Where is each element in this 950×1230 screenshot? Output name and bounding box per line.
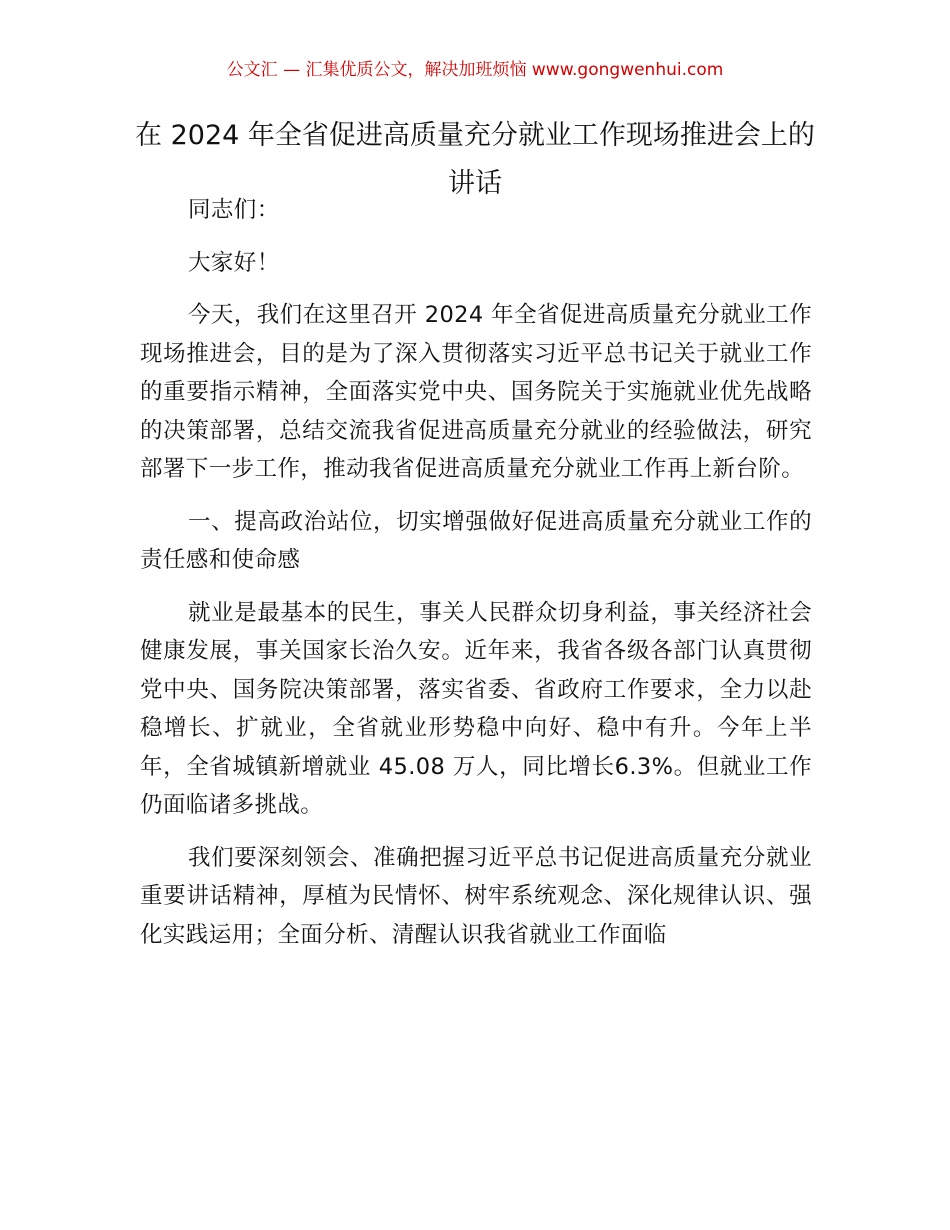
section-heading-1: 一、提高政治站位，切实增强做好促进高质量充分就业工作的责任感和使命感	[140, 508, 812, 573]
paragraph-employment: 就业是最基本的民生，事关人民群众切身利益，事关经济社会健康发展，事关国家长治久安。近年来，我省各级各部门认真贯彻党中央、国务院决策部署，落实省委、省政府工作要求，全力以赴稳增长、扩就业，全省就业形势稳中向好、稳中有升。今年上半年，全省城镇新增就业 45.08 万人，同比增长6.3%。但就业工作仍面临诸多挑战。	[140, 599, 812, 818]
paragraph-understanding: 我们要深刻领会、准确把握习近平总书记促进高质量充分就业重要讲话精神，厚植为民情怀、树牢系统观念、深化规律认识、强化实践运用；全面分析、清醒认识我省就业工作面临	[140, 844, 812, 948]
document-title: 在 2024 年全省促进高质量充分就业工作现场推进会上的讲话	[135, 120, 815, 199]
greeting: 大家好！	[188, 249, 280, 276]
document-body	[140, 191, 812, 968]
header-banner: 公文汇 — 汇集优质公文，解决加班烦恼 www.gongwenhui.com	[226, 60, 724, 80]
salutation: 同志们：	[188, 197, 280, 223]
paragraph-intro: 今天，我们在这里召开 2024 年全省促进高质量充分就业工作现场推进会，目的是为了深入贯彻落实习近平总书记关于就业工作的重要指示精神，全面落实党中央、国务院关于实施就业优先战略的决策部署，总结交流我省促进高质量充分就业的经验做法，研究部署下一步工作，推动我省促进高质量充分就业工作再上新台阶。	[140, 302, 812, 482]
